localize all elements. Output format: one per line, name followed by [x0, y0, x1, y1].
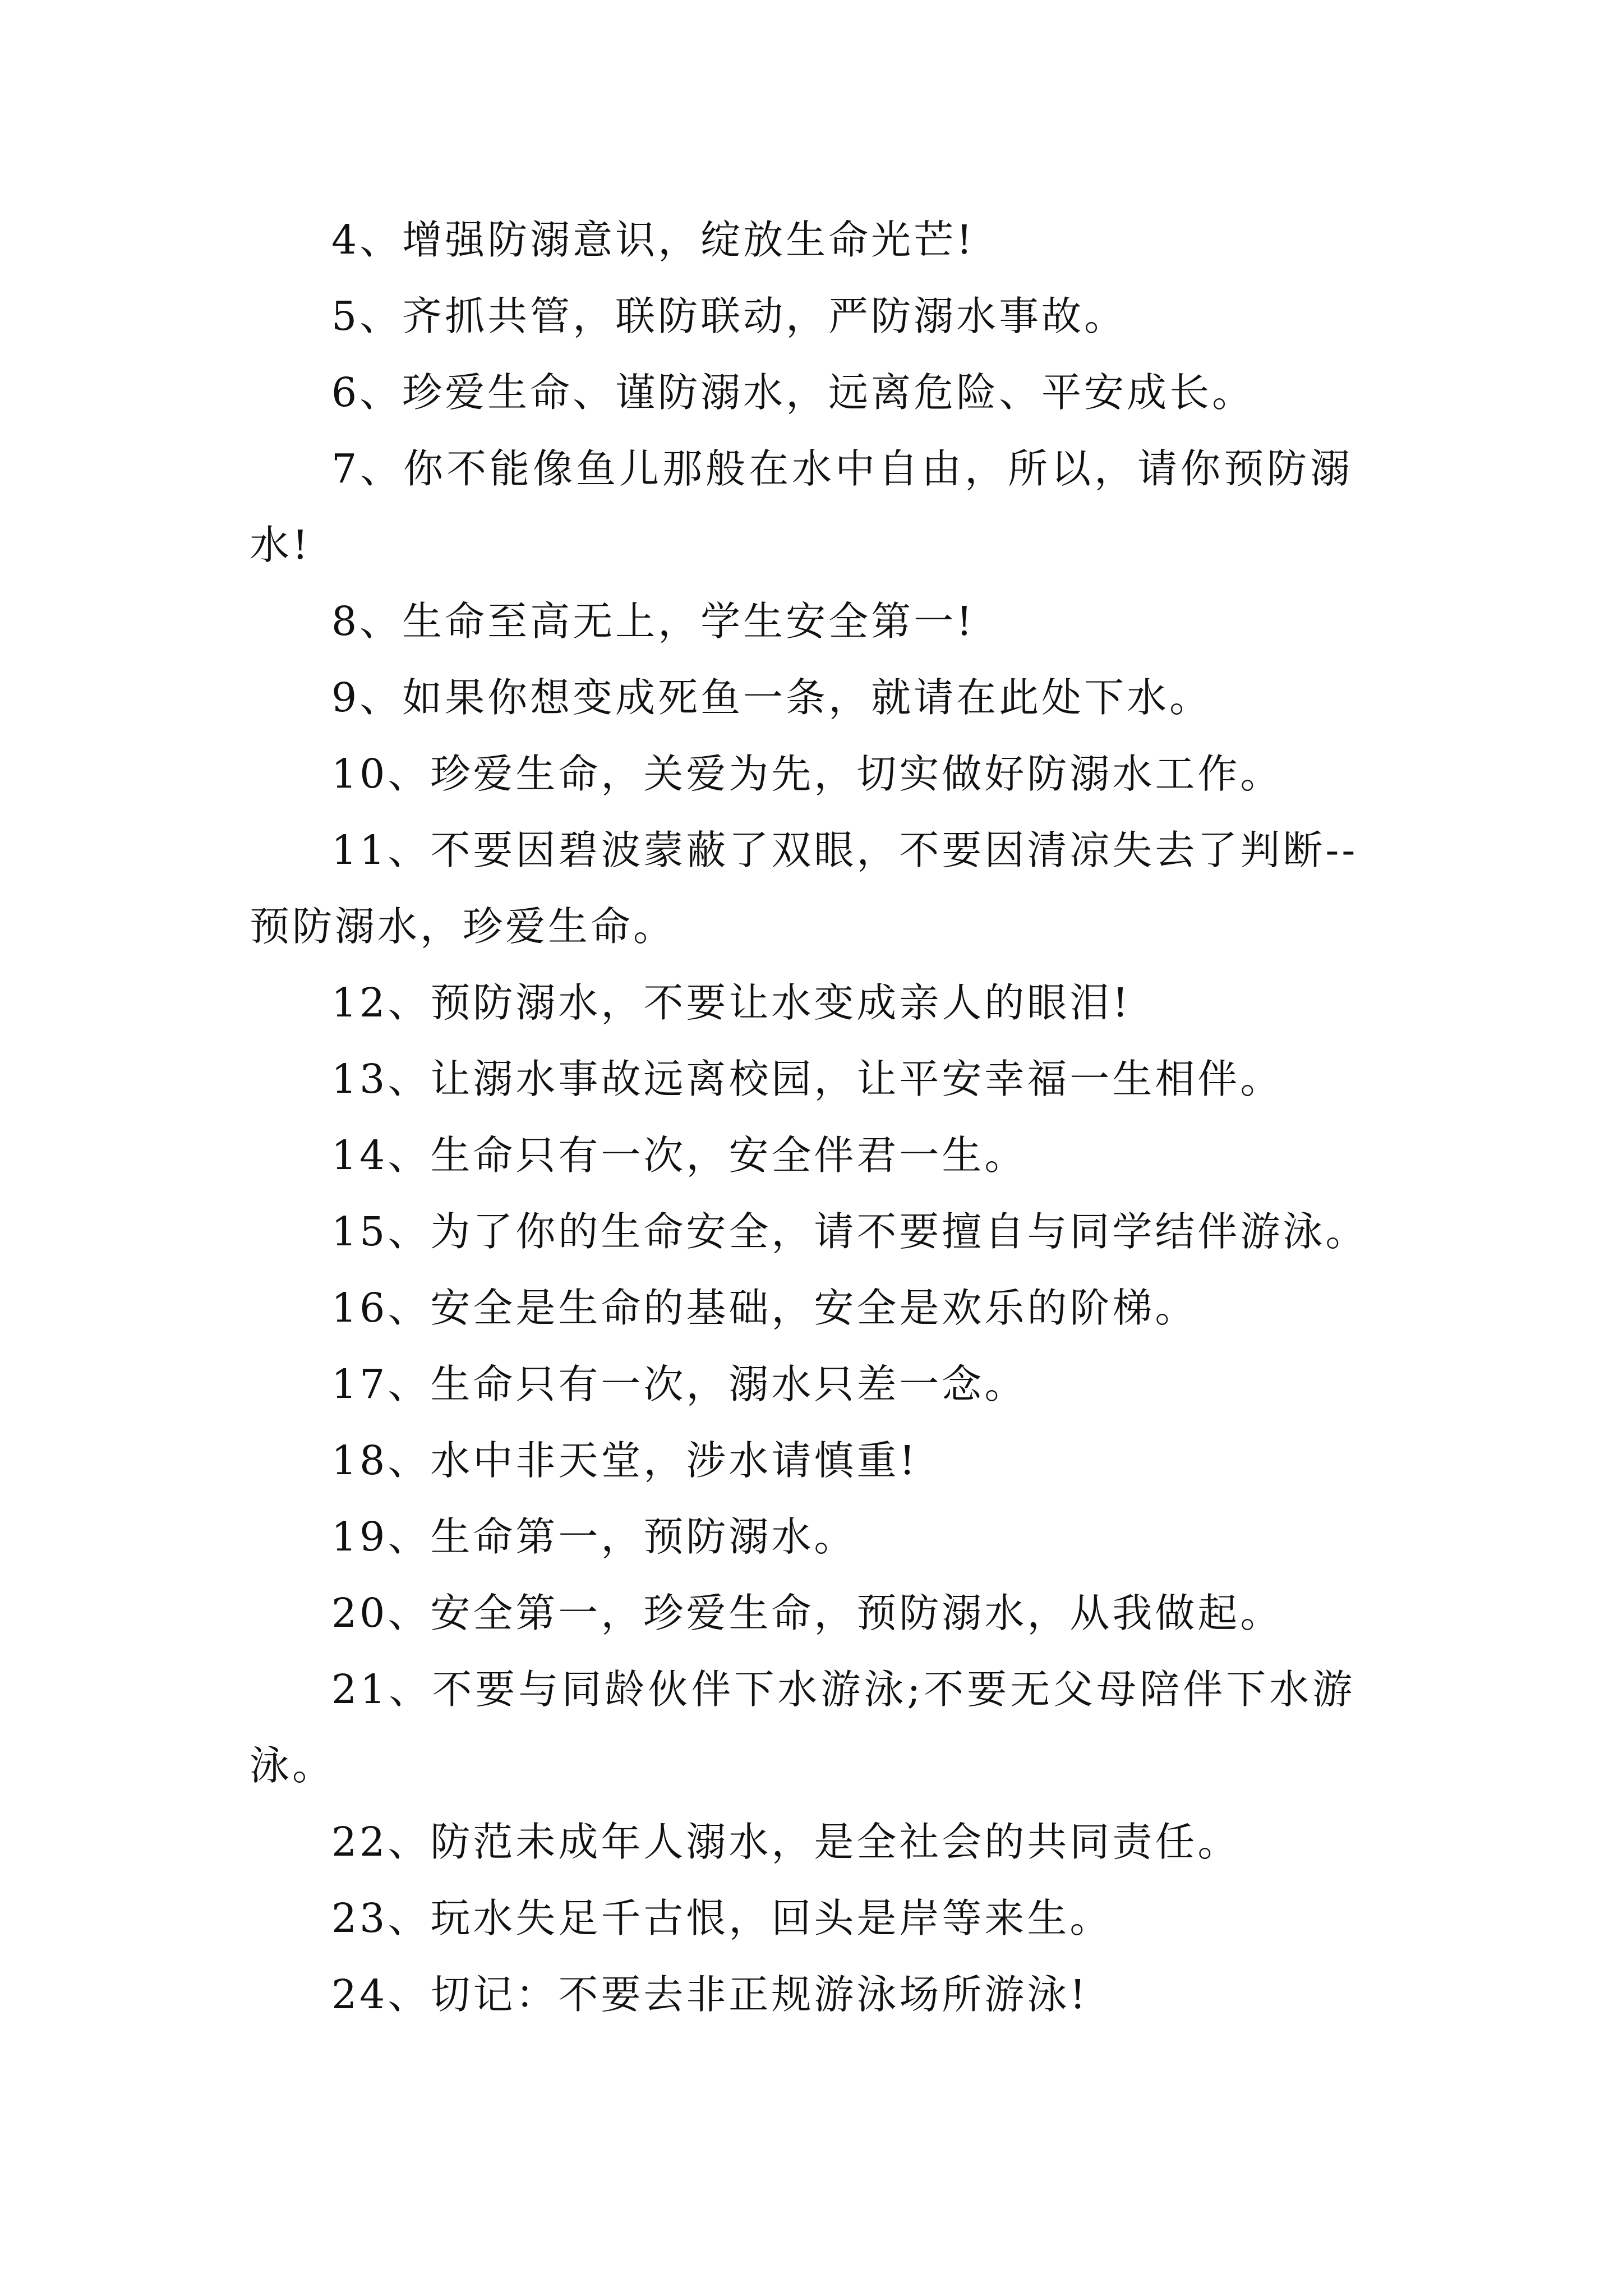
slogan-line-23: 23、玩水失足千古恨，回头是岸等来生。 — [331, 1895, 1113, 1941]
slogan-line-20: 20、安全第一，珍爱生命，预防溺水，从我做起。 — [331, 1590, 1283, 1636]
slogan-line-12: 12、预防溺水，不要让水变成亲人的眼泪! — [331, 979, 1131, 1026]
slogan-line-7: 7、你不能像鱼儿那般在水中自由，所以，请你预防溺 — [331, 445, 1354, 492]
slogan-line-16: 16、安全是生命的基础，安全是欢乐的阶梯。 — [331, 1285, 1198, 1331]
slogan-line-4: 4、增强防溺意识，绽放生命光芒! — [331, 217, 975, 263]
slogan-line-10: 10、珍爱生命，关爱为先，切实做好防溺水工作。 — [331, 751, 1283, 797]
slogan-list — [250, 202, 1388, 2033]
slogan-line-21-continued: 泳。 — [250, 1742, 335, 1789]
slogan-line-8: 8、生命至高无上，学生安全第一! — [331, 598, 975, 645]
slogan-line-17: 17、生命只有一次，溺水只差一念。 — [331, 1361, 1027, 1407]
slogan-line-21: 21、不要与同龄伙伴下水游泳;不要无父母陪伴下水游 — [331, 1666, 1356, 1713]
slogan-line-13: 13、让溺水事故远离校园，让平安幸福一生相伴。 — [331, 1056, 1283, 1102]
slogan-line-5: 5、齐抓共管，联防联动，严防溺水事故。 — [331, 293, 1127, 339]
slogan-line-24: 24、切记：不要去非正规游泳场所游泳! — [331, 1971, 1089, 2018]
slogan-line-11: 11、不要因碧波蒙蔽了双眼，不要因清凉失去了判断-- — [331, 827, 1358, 873]
slogan-line-9: 9、如果你想变成死鱼一条，就请在此处下水。 — [331, 674, 1212, 721]
slogan-line-18: 18、水中非天堂，涉水请慎重! — [331, 1437, 918, 1484]
slogan-line-19: 19、生命第一，预防溺水。 — [331, 1513, 857, 1560]
slogan-line-22: 22、防范未成年人溺水，是全社会的共同责任。 — [331, 1819, 1241, 1865]
slogan-line-7-continued: 水! — [250, 522, 311, 568]
slogan-line-11-continued: 预防溺水，珍爱生命。 — [250, 903, 676, 950]
slogan-line-15: 15、为了你的生命安全，请不要擅自与同学结伴游泳。 — [331, 1208, 1368, 1255]
slogan-line-6: 6、珍爱生命、谨防溺水，远离危险、平安成长。 — [331, 369, 1255, 416]
slogan-line-14: 14、生命只有一次，安全伴君一生。 — [331, 1132, 1027, 1179]
